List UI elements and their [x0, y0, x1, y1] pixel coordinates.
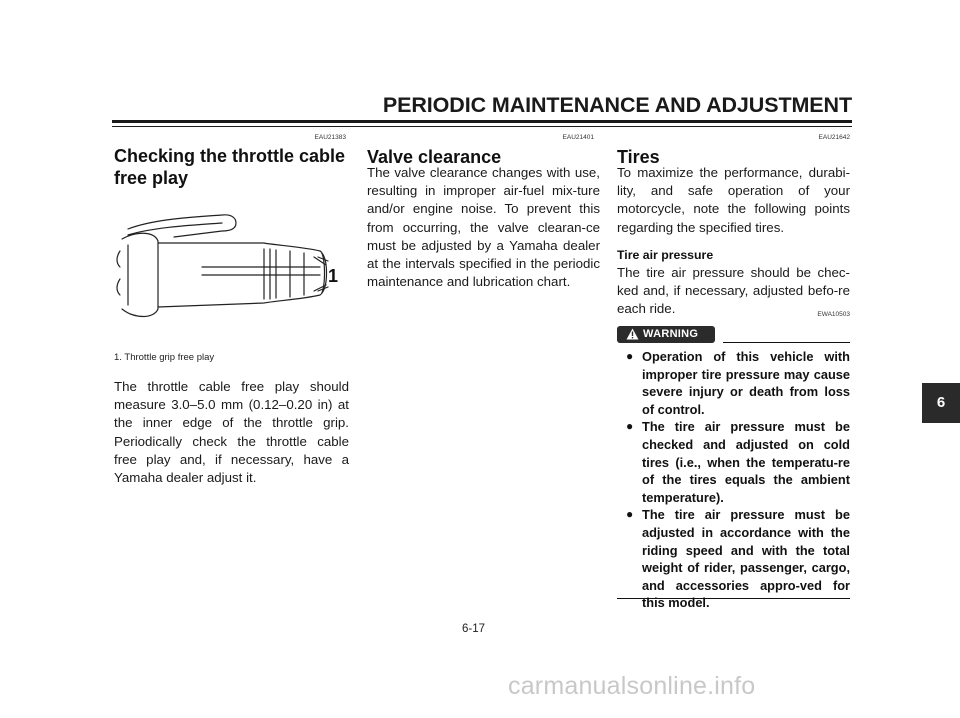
page-number: 6-17 — [462, 623, 486, 635]
warning-item-text: The tire air pressure must be adjusted in accordance with the riding speed and with the total weight of rider, passenger, cargo, and accessories appro-ved for this model. — [642, 507, 850, 611]
section-title-tires: Tires — [617, 147, 660, 167]
header-rule-thin — [112, 126, 852, 127]
bullet-icon: ● — [626, 419, 634, 434]
throttle-body-text: The throttle cable free play should measure 3.0–5.0 mm (0.12–0.20 in) at the inner edge of the throttle grip. Periodically check the throttle cable free play and, if necessary, have a Yamaha dealer adjust it. — [114, 379, 349, 486]
header-rule — [112, 120, 852, 123]
warning-badge — [617, 326, 715, 343]
warning-bottom-rule — [617, 598, 850, 599]
section-code: EAU21401 — [562, 134, 594, 141]
watermark: carmanualsonline.info — [508, 672, 756, 700]
section-code: EAU21642 — [818, 134, 850, 141]
section-code: EAU21383 — [314, 134, 346, 141]
warning-item — [617, 418, 850, 506]
warning-label: WARNING — [643, 328, 699, 340]
section-title-valve: Valve clearance — [367, 147, 502, 167]
section-title-line: free play — [114, 168, 189, 188]
bullet-icon: ● — [626, 507, 634, 522]
warning-item — [617, 506, 850, 612]
bullet-icon: ● — [626, 349, 634, 363]
warning-triangle-icon — [626, 328, 639, 340]
warning-list — [617, 348, 850, 612]
figure-callout-number: 1 — [328, 266, 339, 286]
figure-caption: 1. Throttle grip free play — [114, 352, 215, 363]
valve-body-text: The valve clearance changes with use, resulting in improper air-fuel mix-ture and/or engine noise. To prevent this from occurring, the valve clearan-ce must be adjusted by a Yamaha dealer at the intervals specified in the periodic maintenance and lubrication chart. — [367, 165, 600, 290]
tire-pressure-text: The tire air pressure should be chec-ked and, if necessary, adjusted befo-re each ride. — [617, 265, 850, 317]
warning-item — [617, 348, 850, 418]
warning-top-rule — [723, 342, 850, 343]
throttle-grip-illustration — [114, 205, 346, 335]
tire-pressure-subhead: Tire air pressure — [617, 248, 714, 262]
page-header-title: PERIODIC MAINTENANCE AND ADJUSTMENT — [382, 93, 852, 117]
section-title-throttle — [114, 145, 354, 189]
warning-code: EWA10503 — [817, 311, 850, 318]
warning-item-text: Operation of this vehicle with improper tire pressure may cause severe injury or death from loss of control. — [642, 349, 850, 417]
tires-intro-text: To maximize the performance, durabi-lity, and safe operation of your motorcycle, note the following points regarding the specified tires. — [617, 165, 850, 235]
chapter-tab[interactable]: 6 — [922, 383, 960, 423]
warning-item-text: The tire air pressure must be checked and adjusted on cold tires (i.e., when the temperatu-re of the tires equals the ambient temperature). — [642, 419, 850, 505]
section-title-line: Checking the throttle cable — [114, 146, 346, 166]
